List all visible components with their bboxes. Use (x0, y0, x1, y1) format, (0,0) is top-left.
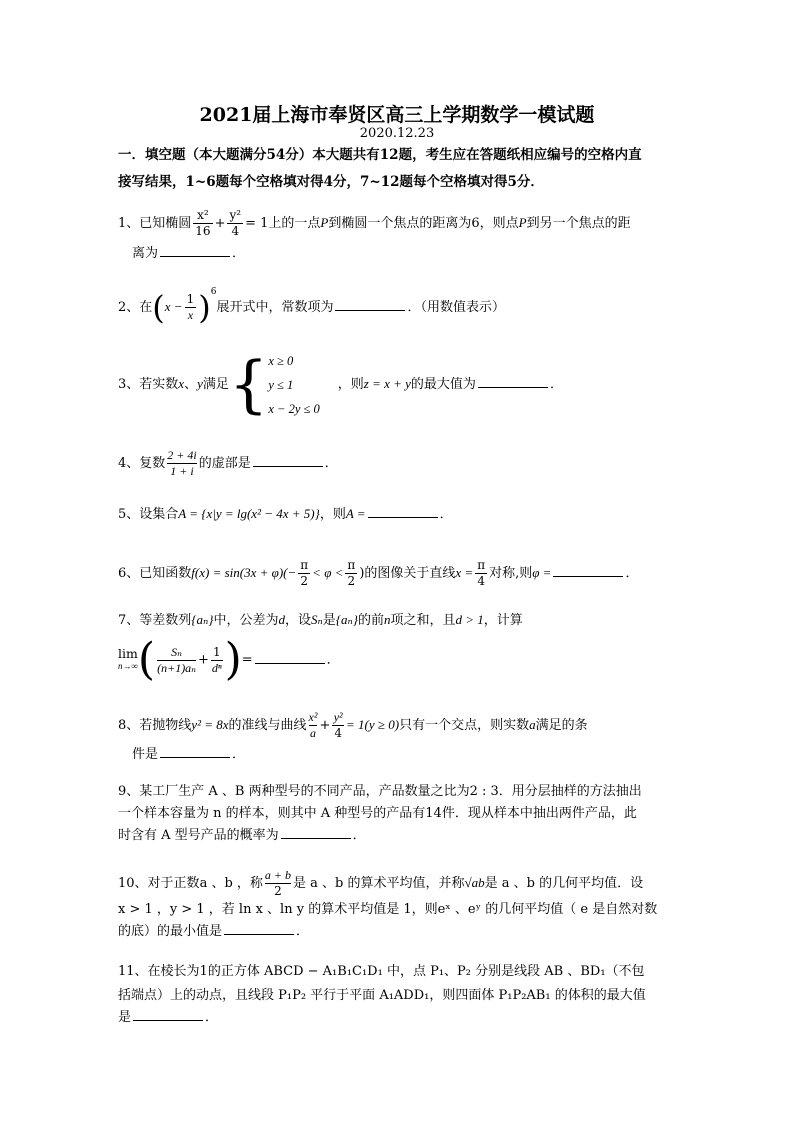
question-text: a 、b ，称 (199, 876, 263, 891)
fraction-denominator: 4 (477, 574, 485, 588)
question-6 (118, 558, 638, 589)
answer-blank[interactable] (224, 922, 294, 935)
fraction-denominator: 1 + i (170, 464, 194, 478)
question-text: 对于正数 (147, 876, 200, 891)
question-text: ． (625, 566, 639, 581)
question-11-line2: 括端点）上的动点，且线段 P₁P₂ 平行于平面 A₁ADD₁，则四面体 P₁P₂AB₁ 的体积的最大值 (118, 988, 646, 1003)
question-number: 8、 (118, 718, 140, 733)
question-text: 若抛物线 (139, 718, 192, 733)
question-text: ，则 (337, 377, 364, 392)
question-text: ． (205, 1010, 219, 1025)
equals-sign: = (241, 652, 253, 668)
question-text: ． (352, 828, 366, 843)
question-8 (118, 710, 588, 741)
answer-blank[interactable] (160, 745, 230, 758)
fraction-numerator: Sₙ (157, 645, 196, 661)
question-11 (118, 962, 645, 982)
fraction (475, 558, 487, 589)
fraction-denominator: 2 (347, 574, 356, 588)
fraction (265, 868, 291, 899)
math-expression: f(x) = sin(3x + φ)(− (191, 565, 297, 580)
question-2 (118, 286, 505, 327)
question-text: ，设 (284, 613, 311, 628)
answer-blank[interactable] (478, 375, 548, 388)
math-expression: x = (455, 565, 474, 580)
question-text: 是 a 、b 的几何平均值．设 (484, 876, 644, 891)
question-number: 2、 (118, 300, 140, 315)
question-number: 5、 (118, 507, 140, 522)
question-10-line3 (118, 922, 309, 942)
question-text: 到另一个焦点的距 (526, 216, 631, 231)
question-9-line3 (118, 826, 366, 846)
question-text: 等差数列 (139, 613, 192, 628)
question-text: 展开式中，常数项为 (216, 300, 334, 315)
fraction-denominator: dⁿ (211, 660, 222, 675)
question-7-limit (118, 634, 340, 685)
answer-blank[interactable] (133, 1008, 203, 1021)
question-number: 11、 (118, 964, 148, 979)
left-brace: { (228, 347, 269, 421)
limit-label: lim (118, 646, 138, 661)
fraction-numerator: x² (308, 710, 318, 724)
limit-subscript: n→∞ (118, 661, 138, 671)
math-expression: {aₙ} (335, 612, 358, 627)
math-expression: = 1(y ≥ 0) (346, 717, 400, 732)
right-paren: ) (224, 634, 242, 685)
exam-title: 2021届上海市奉贤区高三上学期数学一模试题 (199, 104, 595, 126)
math-expression: √ab (464, 875, 485, 890)
question-number: 6、 (118, 566, 140, 581)
math-variable: d (278, 612, 285, 627)
math-variable: y (197, 376, 203, 391)
fraction (345, 558, 357, 589)
question-text: 、 (184, 377, 198, 392)
question-1: 1、已知椭圆 $\frac{\text{x²}}{16}$ + $\frac{\text{y²}}{4}$ = 1上的一点P到椭圆一个焦点的距离为6，则点P到另一个焦点的距 (118, 208, 631, 238)
fraction (185, 292, 197, 323)
question-text: 只有一个交点，则实数 (399, 718, 530, 733)
question-text: 若实数 (139, 377, 179, 392)
left-paren: ( (137, 634, 156, 685)
fraction-numerator: y² (229, 208, 242, 222)
question-9 (118, 782, 642, 802)
question-text: ． (296, 924, 310, 939)
math-expression: {aₙ} (191, 612, 214, 627)
question-text: 是 a 、b 的算术平均值，并称 (293, 876, 465, 891)
question-5 (118, 504, 453, 525)
question-text: )的图像关于直线 (359, 566, 456, 581)
math-expression: z = x + y (363, 376, 411, 391)
question-number: 3、 (118, 377, 140, 392)
left-paren: ( (152, 288, 165, 327)
fraction-denominator: 2 (274, 884, 282, 898)
question-10-line2: x > 1 ，y > 1 ，若 ln x 、ln y 的算术平均值是 1，则eˣ 、eʸ 的几何平均值（ e 是自然对数 (118, 902, 658, 917)
question-number: 4、 (118, 456, 140, 471)
math-expression: x − (164, 299, 183, 314)
question-text: 的前 (357, 613, 384, 628)
math-variable: a (529, 717, 536, 732)
question-text: ． (232, 246, 246, 261)
answer-blank[interactable] (281, 826, 351, 839)
fraction-numerator: π (347, 558, 356, 572)
question-text: 对称,则 (489, 566, 533, 581)
math-expression: A = {x|y = lg(x² − 4x + 5)} (178, 506, 320, 521)
answer-blank[interactable] (253, 454, 323, 467)
answer-blank[interactable] (368, 505, 438, 518)
exam-date: 2020.12.23 (359, 126, 435, 141)
fraction (332, 710, 344, 741)
question-3 (118, 348, 563, 421)
fraction (227, 208, 243, 239)
constraint: x ≥ 0 (268, 353, 294, 368)
math-variable: P (518, 215, 527, 230)
fraction-denominator: 16 (195, 224, 211, 238)
question-text: 件是 (132, 747, 159, 762)
math-variable: Sₙ (311, 612, 323, 627)
question-text: 到椭圆一个焦点的距离为6，则点 (328, 216, 519, 231)
answer-blank[interactable] (335, 298, 405, 311)
question-1-cont (132, 244, 245, 264)
question-text: 设集合 (139, 507, 179, 522)
question-text: ．（用数值表示） (407, 300, 505, 315)
fraction-numerator: 1 (186, 292, 195, 306)
fraction (193, 208, 212, 239)
fraction-numerator: 1 (212, 644, 221, 659)
question-text: ． (232, 747, 246, 762)
question-number: 9、 (118, 784, 140, 799)
question-text: ． (549, 377, 563, 392)
question-text: 是 (118, 1010, 132, 1025)
question-text: 的虚部是 (198, 456, 251, 471)
answer-blank[interactable] (553, 564, 623, 577)
fraction-denominator: x (187, 308, 194, 322)
fraction-numerator: a + b (264, 868, 292, 882)
fraction (211, 645, 223, 676)
fraction (298, 558, 310, 589)
answer-blank[interactable] (255, 651, 325, 664)
fraction-numerator: x² (193, 208, 212, 224)
question-text: 是 (322, 613, 336, 628)
limit-operator (118, 648, 138, 672)
section-instructions-line2: 接写结果，1~6题每个空格填对得4分，7~12题每个空格填对得5分． (118, 174, 544, 190)
question-text: 已知函数 (139, 566, 192, 581)
question-4 (118, 448, 338, 479)
constraint-system (268, 349, 319, 421)
question-text: 复数 (139, 456, 166, 471)
math-expression: φ = (532, 565, 552, 580)
plus-sign: + (319, 718, 331, 733)
math-expression: A = (345, 506, 366, 521)
math-expression: y² = 8x (191, 717, 229, 732)
fraction (157, 645, 196, 676)
fraction-denominator: 4 (231, 224, 240, 238)
question-text: 已知椭圆 (139, 216, 192, 231)
question-number: 7、 (118, 613, 140, 628)
math-expression: d > 1 (455, 612, 484, 627)
question-text: 在棱长为1的正方体 ABCD − A₁B₁C₁D₁ 中，点 P₁、P₂ 分别是线段 AB 、BD₁（不包 (147, 964, 645, 979)
question-text: 时含有 A 型号产品的概率为 (118, 828, 279, 843)
math-variable: P (320, 215, 329, 230)
fraction-numerator: π (300, 558, 309, 572)
question-text: 中，公差为 (213, 613, 279, 628)
math-expression: < φ < (312, 565, 344, 580)
question-text: ，计算 (483, 613, 523, 628)
question-text: ，则 (319, 507, 346, 522)
question-10 (118, 868, 643, 899)
question-text: ． (326, 652, 340, 668)
question-text: 在 (139, 300, 153, 315)
question-text: 项之和，且 (390, 613, 456, 628)
plus-sign: + (198, 652, 209, 668)
fraction (309, 710, 318, 741)
constraint: x − 2y ≤ 0 (268, 401, 320, 416)
fraction-numerator: y² (333, 710, 343, 724)
question-number: 1、 (118, 216, 140, 231)
math-variable: n (383, 612, 391, 627)
question-text: 满足 (202, 377, 229, 392)
question-text: ． (324, 456, 338, 471)
question-11-line3 (118, 1008, 218, 1028)
fraction (167, 448, 196, 479)
fraction-denominator: 2 (300, 574, 309, 588)
question-text: 满足的条 (535, 718, 588, 733)
fraction-denominator: (n+1)aₙ (157, 660, 197, 675)
answer-blank[interactable] (160, 244, 230, 257)
question-7 (118, 610, 523, 631)
right-paren: ) (198, 288, 211, 327)
question-9-line2: 一个样本容量为 n 的样本，则其中 A 种型号的产品有14件．现从样本中抽出两件产品，此 (118, 806, 637, 821)
exponent: 6 (210, 286, 217, 297)
fraction-denominator: 4 (334, 726, 343, 740)
constraint: y ≤ 1 (268, 377, 294, 392)
question-text: ． (439, 507, 453, 522)
fraction-numerator: π (477, 558, 486, 572)
question-text: 的底）的最小值是 (118, 924, 223, 939)
question-text: 的准线与曲线 (228, 718, 307, 733)
question-text: 离为 (132, 246, 159, 261)
question-number: 10、 (118, 876, 148, 891)
fraction-numerator: 2 + 4i (167, 448, 197, 462)
question-8-cont (132, 745, 245, 765)
section-instructions-line1: 一．填空题（本大题满分54分）本大题共有12题，考生应在答题纸相应编号的空格内直 (118, 147, 642, 163)
question-text: 的最大值为 (410, 377, 476, 392)
question-text: 某工厂生产 A 、B 两种型号的不同产品，产品数量之比为2 : 3．用分层抽样的方法抽出 (139, 784, 642, 799)
question-text: = 1上的一点 (245, 216, 321, 231)
fraction-denominator: a (310, 726, 316, 740)
math-variable: x (178, 376, 185, 391)
